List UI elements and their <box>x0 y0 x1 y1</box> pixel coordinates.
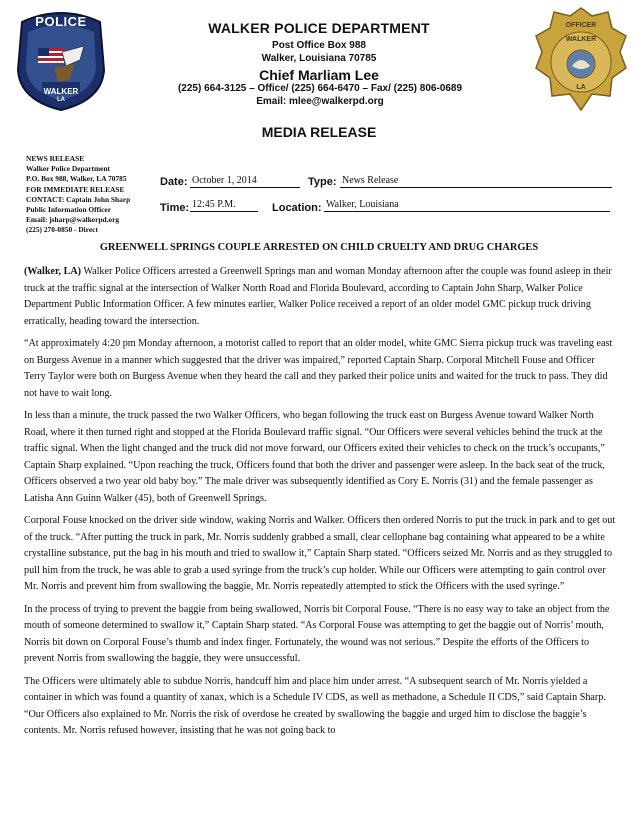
media-release-heading: MEDIA RELEASE <box>261 124 377 140</box>
paragraph: “At approximately 4:20 pm Monday afternoon, a motorist called to report that an older model, white GMC Sierra pickup truck was traveling east on Burgess Avenue in a manner which suggested that the driver was impaired,” reported Captain Sharp. Corporal Mitchell Fouse and Officer Terry Taylor were both on Burgess Avenue when they heard the call and they parked their police units and waited for the truck to pass. They did not have to wait long. <box>24 338 613 399</box>
info-line: P.O. Box 988, Walker, LA 70785 <box>26 174 127 184</box>
letterhead <box>0 0 638 110</box>
type-value: News Release <box>340 174 612 188</box>
dateline: (Walker, LA) <box>24 266 82 277</box>
info-line: Walker Police Department <box>26 164 111 174</box>
paragraph: The Officers were ultimately able to subdue Norris, handcuff him and place him under arrest. “A subsequent search of Mr. Norris yielded a container in which was found a quantity of xanax, which is a Schedule IV CDS, as well as methadone, a Schedule II CDS,” said Captain Sharp. “Our Officers also explained to Mr. Norris the risk of overdose he created by swallowing the baggie and urged him to disclose the baggie’s contents. Mr. Norris refused however, insisting that he was not going back to <box>24 675 606 736</box>
phone-line: (225) 664-3125 – Office/ (225) 664-6470 – Fax/ (225) 806-0689 <box>177 83 463 94</box>
paragraph: (Walker, LA) Walker Police Officers arrested a Greenwell Springs man and woman Monday afternoon after the couple was found asleep in their truck at the traffic signal at the intersection of Walker North Road and Florida Boulevard, according to Captain John Sharp, Walker Police Department Public Information Officer. A few minutes earlier, Walker Police received a report of an older model GMC pickup truck driving erratically, heading toward the intersection. <box>24 266 612 327</box>
type-label: Type: <box>308 176 337 188</box>
email-line: Email: mlee@walkerpd.org <box>256 96 384 107</box>
patch-state-text: LA <box>57 97 65 103</box>
info-line: FOR IMMEDIATE RELEASE <box>26 184 125 194</box>
article-body <box>24 264 618 746</box>
news-release-info-block <box>26 154 162 236</box>
badge-middle-text: WALKER <box>565 36 597 43</box>
city-line: Walker, Louisiana 70785 <box>261 53 377 64</box>
info-line: Public Information Officer <box>26 205 111 215</box>
info-line: Email: jsharp@walkerpd.org <box>26 215 120 225</box>
badge-bottom-text: LA <box>576 84 586 91</box>
date-label: Date: <box>160 176 188 188</box>
letterhead-text <box>110 20 528 83</box>
time-label: Time: <box>160 202 190 214</box>
paragraph: Corporal Fouse knocked on the driver side window, waking Norris and Walker. Officers then ordered Norris to put the truck in park and to get out of the truck. “After putting the truck in park, Mr. Norris suddenly grabbed a small, clear cellophane bag containing what appeared to be a white crystalline substance, put the bag in his mouth and tried to swallow it,” Captain Sharp stated. “Officers seized Mr. Norris and as they struggled to pull him from the truck, he was able to grab a used syringe from the truck’s cup holder. While our Officers were attempting to gain control over Mr. Norris and prevent him from swallowing the baggie, Mr. Norris repeatedly attempted to stick the Officers with the used syringe.” <box>24 515 616 592</box>
info-line: CONTACT: Captain John Sharp <box>26 194 131 204</box>
location-value: Walker, Louisiana <box>324 198 610 212</box>
patch-top-text: POLICE <box>35 14 87 29</box>
patch-bottom-text: WALKER <box>43 87 79 96</box>
paragraph: In the process of trying to prevent the baggie from being swallowed, Norris bit Corporal Fouse. “There is no easy way to take an object from the mouth of someone determined to swallow it,” Captain Sharp stated. “As Corporal Fouse was attempting to get the baggie out of Norris’ mouth, Norris bit down on Corporal Fouse’s thumb and index finger. Fortunately, the wound was not serious.” Despite the efforts of the Officers to prevent Norris from swallowing the baggie, they were unsuccessful. <box>24 603 610 664</box>
contact-line <box>100 82 540 108</box>
department-name: WALKER POLICE DEPARTMENT <box>208 20 430 36</box>
location-label: Location: <box>272 202 322 214</box>
badge-top-text: OFFICER <box>565 22 597 29</box>
headline: GREENWELL SPRINGS COUPLE ARRESTED ON CHILD CRUELTY AND DRUG CHARGES <box>99 242 539 253</box>
time-value: 12:45 P.M. <box>190 198 258 212</box>
po-box: Post Office Box 988 <box>272 40 366 51</box>
info-line: NEWS RELEASE <box>26 154 85 163</box>
paragraph: In less than a minute, the truck passed the two Walker Officers, who began following the truck east on Burgess Avenue toward Walker North Road, where it then turned right and stopped at the Florida Boulevard traffic signal. “Our Officers were several vehicles behind the truck at the traffic signal. When the light changed and the truck did not move forward, our Officers exited their vehicles to check on the truck’s occupants,” Captain Sharp explained. “Upon reaching the truck, Officers found that both the driver and passenger were asleep. In the back seat of the truck, Officers observed a two year old baby boy.” The male driver was subsequently identified as Cory E. Norris (31) and the female passenger as Latisha Ann Guinn Walker (45), both of Greenwell Springs. <box>24 410 605 504</box>
chief-name: Chief Marliam Lee <box>259 67 379 83</box>
date-value: October 1, 2014 <box>190 174 300 188</box>
info-line: (225) 270-0850 - Direct <box>26 225 98 235</box>
